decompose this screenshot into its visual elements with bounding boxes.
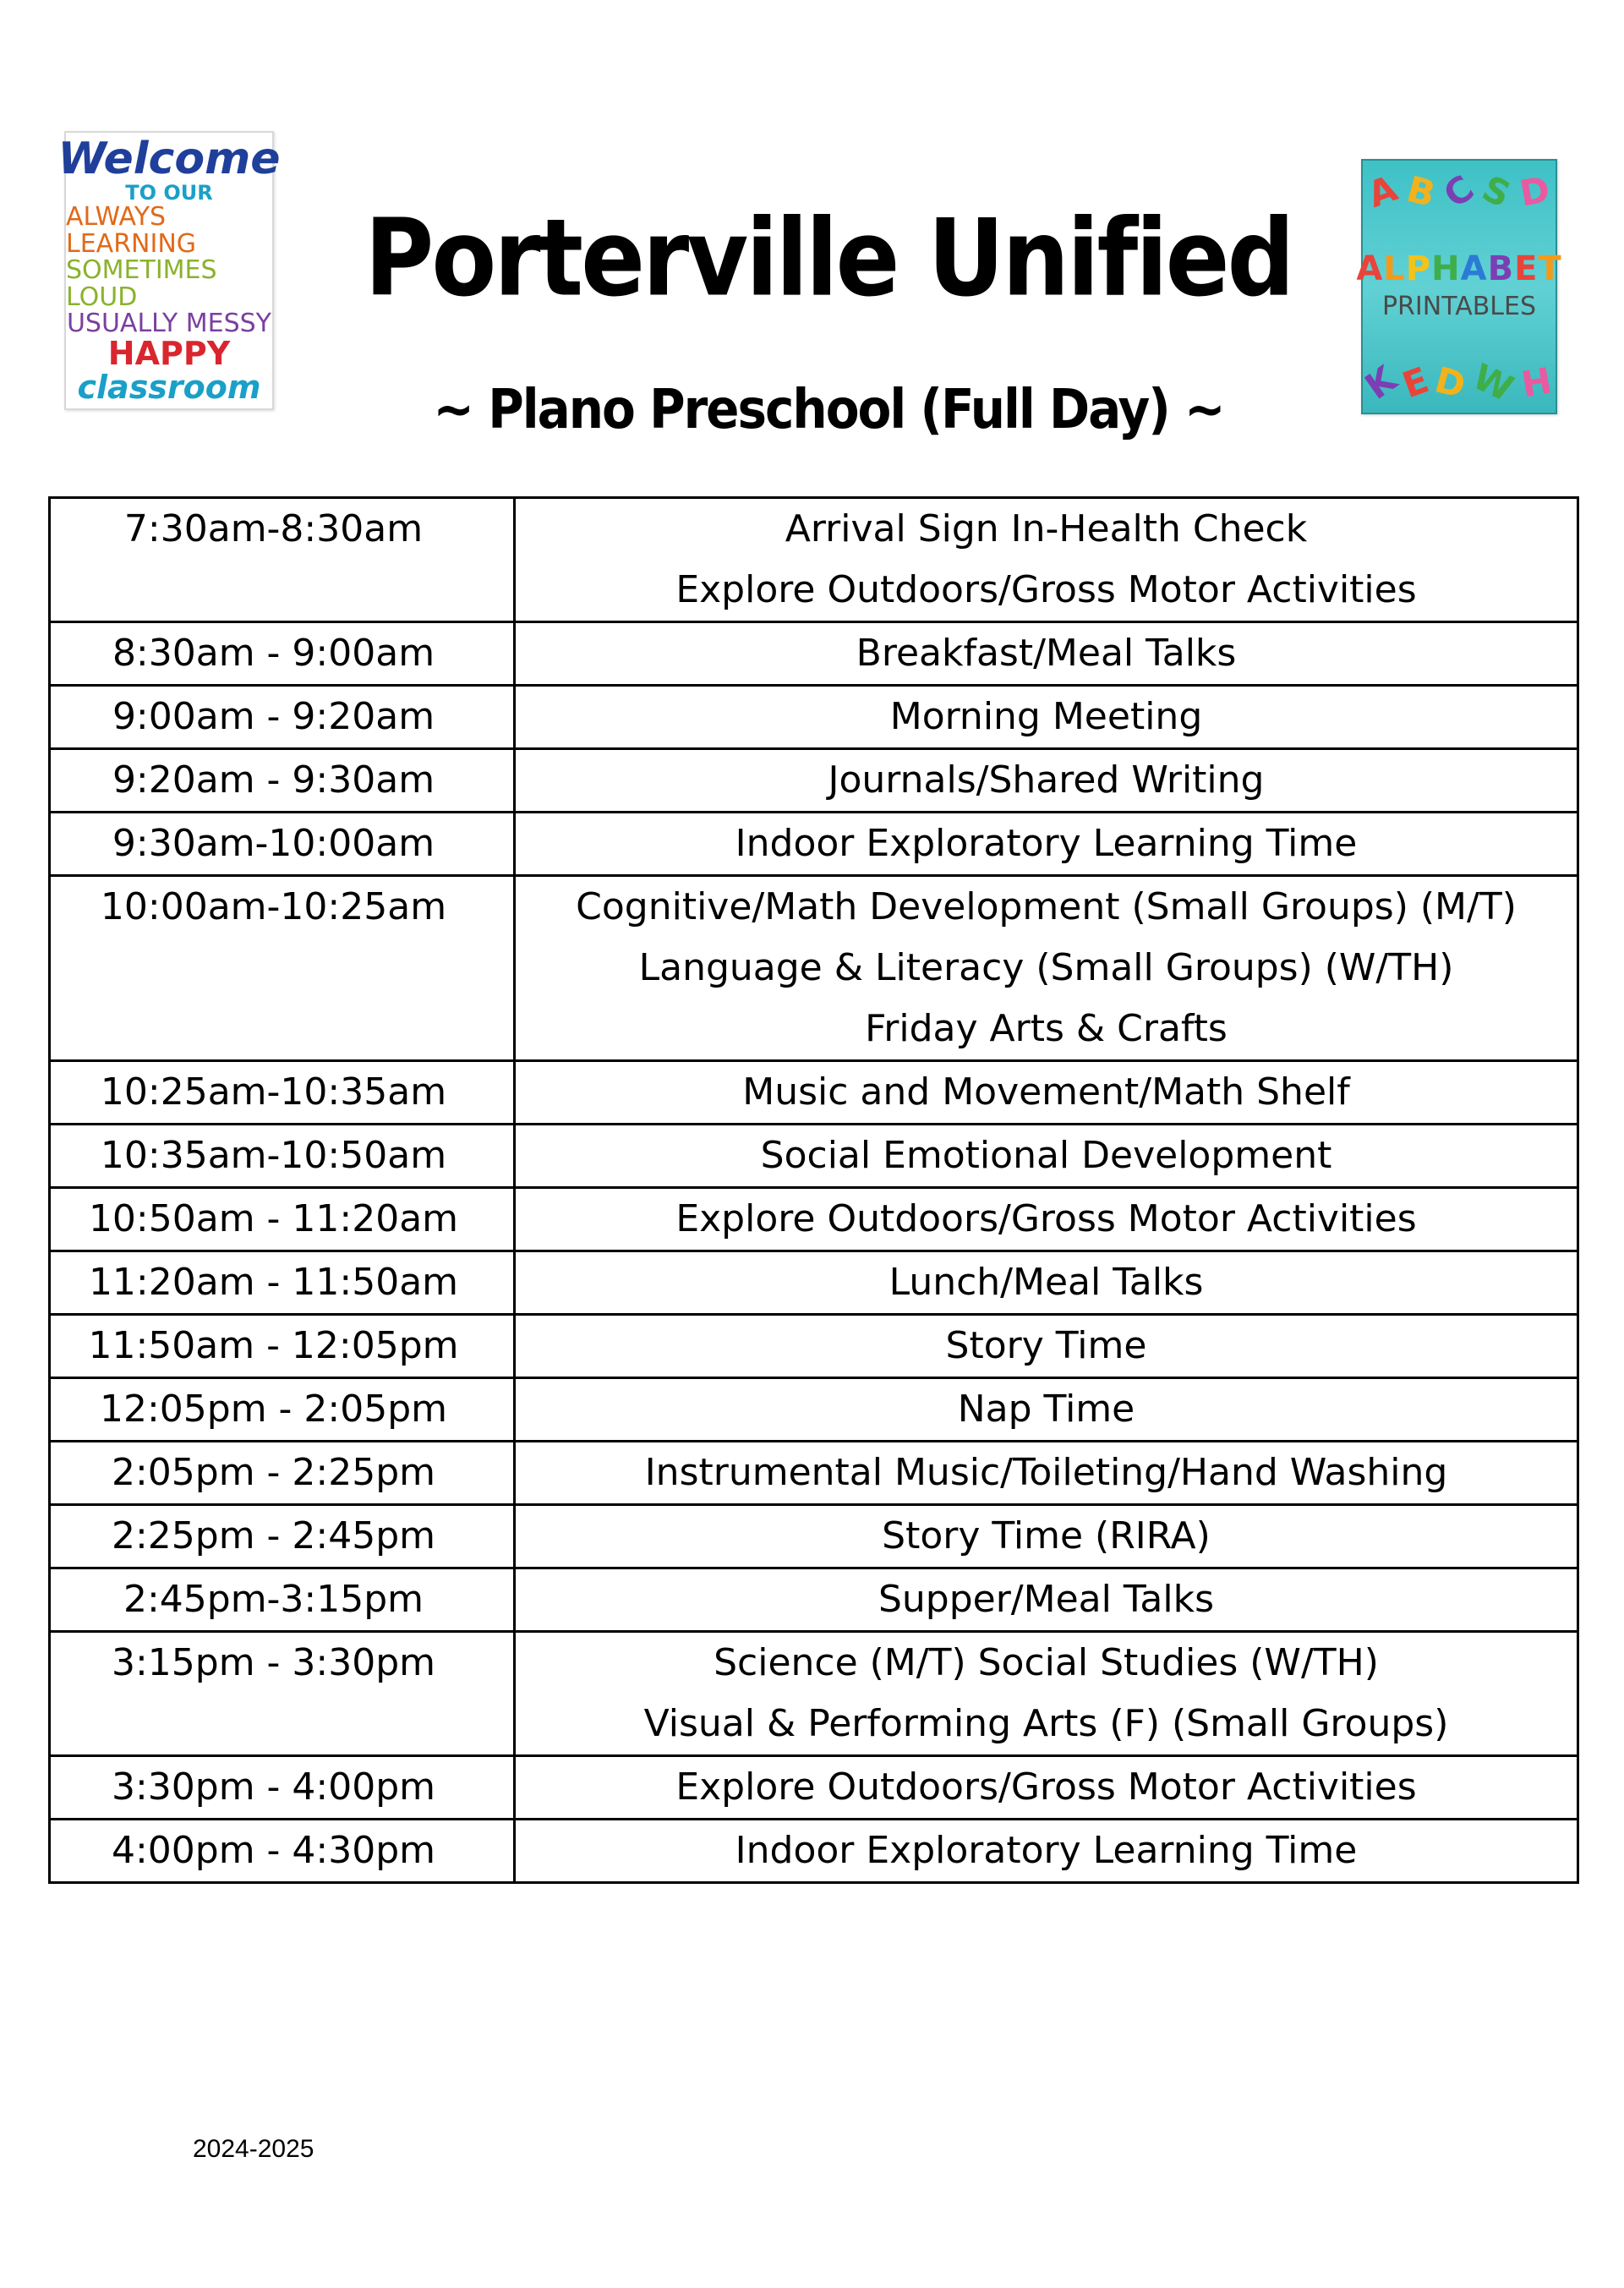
activity-cell [515, 1315, 1578, 1378]
activity-cell [515, 498, 1578, 622]
activity-cell [515, 1820, 1578, 1883]
alphabet-letters-decoration: A B C S D [1362, 167, 1554, 216]
schedule-row [50, 1125, 1578, 1188]
activity-cell [515, 1756, 1578, 1820]
activity-text: Story Time (RIRA) [882, 1514, 1211, 1557]
time-slot: 2:05pm - 2:25pm [50, 1442, 515, 1505]
activity-text: Explore Outdoors/Gross Motor Activities [675, 568, 1417, 611]
activity-cell [515, 876, 1578, 1061]
activity-text: Indoor Exploratory Learning Time [735, 1829, 1358, 1872]
activity-text: Morning Meeting [889, 695, 1203, 738]
activity-cell [515, 1125, 1578, 1188]
schedule-row [50, 813, 1578, 876]
poster-line: HAPPY [107, 334, 231, 372]
activity-text: Arrival Sign In-Health Check [785, 507, 1308, 550]
time-slot: 4:00pm - 4:30pm [50, 1820, 515, 1883]
time-slot: 3:30pm - 4:00pm [50, 1756, 515, 1820]
schedule-row [50, 622, 1578, 686]
schedule-row [50, 1632, 1578, 1756]
activity-text: Cognitive/Math Development (Small Groups) (M/T) [576, 885, 1517, 928]
activity-cell [515, 1061, 1578, 1125]
activity-text: Lunch/Meal Talks [889, 1261, 1204, 1304]
time-slot: 9:00am - 9:20am [50, 686, 515, 749]
schedule-row [50, 1568, 1578, 1632]
page-subtitle: ~ Plano Preschool (Full Day) ~ [433, 377, 1224, 441]
poster-line: USUALLY MESSY [66, 309, 272, 339]
schedule-row [50, 1820, 1578, 1883]
time-slot: 11:20am - 11:50am [50, 1251, 515, 1315]
page-title: Porterville Unified [364, 197, 1293, 320]
activity-cell [515, 1188, 1578, 1251]
time-slot: 2:45pm-3:15pm [50, 1568, 515, 1632]
time-slot: 2:25pm - 2:45pm [50, 1505, 515, 1568]
activity-text: Social Emotional Development [760, 1134, 1332, 1177]
schedule-row [50, 749, 1578, 813]
schedule-row [50, 876, 1578, 1061]
time-slot: 9:20am - 9:30am [50, 749, 515, 813]
schedule-row [50, 1378, 1578, 1442]
time-slot: 3:15pm - 3:30pm [50, 1632, 515, 1756]
activity-text: Explore Outdoors/Gross Motor Activities [675, 1765, 1417, 1809]
activity-cell [515, 1378, 1578, 1442]
schedule-row [50, 1061, 1578, 1125]
alphabet-printables-image [1356, 159, 1562, 414]
activity-text: Supper/Meal Talks [878, 1578, 1215, 1621]
activity-cell [515, 749, 1578, 813]
schedule-row [50, 1442, 1578, 1505]
activity-cell [515, 1632, 1578, 1756]
schedule-row [50, 1188, 1578, 1251]
alphabet-letters-decoration: K E D W H [1357, 355, 1555, 409]
activity-cell [515, 1568, 1578, 1632]
welcome-classroom-poster [57, 131, 281, 410]
poster-line: TO OUR [125, 181, 213, 205]
schedule-table [48, 496, 1579, 1884]
schedule-row [50, 1505, 1578, 1568]
time-slot: 7:30am-8:30am [50, 498, 515, 622]
activity-text: Language & Literacy (Small Groups) (W/TH) [638, 946, 1454, 989]
activity-text: Instrumental Music/Toileting/Hand Washing [644, 1451, 1448, 1494]
time-slot: 11:50am - 12:05pm [50, 1315, 515, 1378]
schedule-row [50, 1756, 1578, 1820]
activity-text: Breakfast/Meal Talks [856, 632, 1237, 675]
activity-text: Story Time [945, 1324, 1147, 1367]
activity-cell [515, 1442, 1578, 1505]
time-slot: 8:30am - 9:00am [50, 622, 515, 686]
poster-line: classroom [77, 368, 261, 406]
schedule-row [50, 686, 1578, 749]
activity-cell [515, 813, 1578, 876]
activity-cell [515, 686, 1578, 749]
alphabet-title: ALPHABET [1356, 249, 1562, 288]
schedule-row [50, 1251, 1578, 1315]
activity-cell [515, 622, 1578, 686]
time-slot: 10:50am - 11:20am [50, 1188, 515, 1251]
activity-text: Science (M/T) Social Studies (W/TH) [714, 1641, 1379, 1684]
printables-label: PRINTABLES [1381, 291, 1537, 321]
activity-text: Visual & Performing Arts (F) (Small Groups) [643, 1702, 1449, 1745]
activity-text: Music and Movement/Math Shelf [742, 1070, 1350, 1114]
time-slot: 9:30am-10:00am [50, 813, 515, 876]
activity-text: Explore Outdoors/Gross Motor Activities [675, 1197, 1417, 1240]
poster-line: ALWAYS LEARNING [66, 202, 197, 259]
activity-cell [515, 1251, 1578, 1315]
poster-line: Welcome [57, 134, 281, 185]
school-year: 2024-2025 [193, 2135, 314, 2163]
poster-line: SOMETIMES LOUD [66, 255, 217, 312]
alphabet-card [1356, 230, 1562, 340]
activity-text: Friday Arts & Crafts [865, 1007, 1228, 1050]
time-slot: 10:25am-10:35am [50, 1061, 515, 1125]
activity-text: Indoor Exploratory Learning Time [735, 822, 1358, 865]
schedule-row [50, 1315, 1578, 1378]
schedule-row [50, 498, 1578, 622]
activity-cell [515, 1505, 1578, 1568]
time-slot: 10:00am-10:25am [50, 876, 515, 1061]
time-slot: 12:05pm - 2:05pm [50, 1378, 515, 1442]
activity-text: Nap Time [957, 1388, 1135, 1431]
time-slot: 10:35am-10:50am [50, 1125, 515, 1188]
activity-text: Journals/Shared Writing [828, 758, 1265, 802]
